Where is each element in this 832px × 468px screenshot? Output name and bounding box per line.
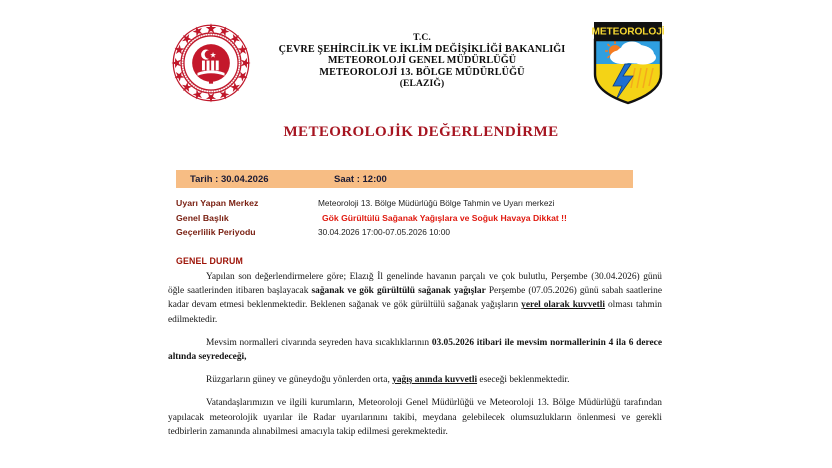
section-heading-general-situation: GENEL DURUM	[176, 256, 243, 266]
paragraph-temperature: Mevsim normalleri civarında seyreden hava sıcaklıklarının 03.05.2026 itibari ile mevsim normallerinin 4 ila 6 derece altında seyredeceği,	[168, 337, 662, 363]
table-row	[176, 213, 646, 228]
document-masthead	[168, 16, 674, 110]
info-label-general-headline: Genel Başlık	[176, 212, 229, 223]
info-value-issuing-center: Meteoroloji 13. Bölge Müdürlüğü Bölge Tahmin ve Uyarı merkezi	[318, 198, 555, 208]
date-time-bar	[176, 170, 633, 188]
masthead-line-4: METEOROLOJİ 13. BÖLGE MÜDÜRLÜĞÜ	[319, 67, 525, 79]
masthead-line-2: ÇEVRE ŞEHİRCİLİK VE İKLİM DEĞİŞİKLİĞİ BAKANLIĞI	[278, 43, 566, 55]
masthead-line-1: T.C.	[413, 33, 431, 43]
info-label-issuing-center: Uyarı Yapan Merkez	[176, 198, 259, 208]
masthead-line-3: METEOROLOJİ GENEL MÜDÜRLÜĞÜ	[327, 55, 517, 67]
status-badge: Gök Gürültülü Sağanak Yağışlara ve Soğuk Havaya Dikkat !!	[322, 212, 567, 223]
date-label: Tarih : 30.04.2026	[190, 173, 269, 185]
meteoroloji-wordmark: METEOROLOJİ	[591, 26, 665, 38]
paragraph-wind: Rüzgarların güney ve güneydoğu yönlerden orta, yağış anında kuvvetli eseceği beklenmektedir.	[206, 375, 570, 386]
masthead-line-5: (ELAZIĞ)	[399, 77, 445, 89]
paragraph-general-situation: Yapılan son değerlendirmelere göre; Elazığ İl genelinde havanın parçalı ve çok bulutlu, Perşembe (30.04.2026) günü öğle saatlerinden itibaren başlayacak sağanak ve gök gürültülü sağanak yağışlar Perşembe (07.05.2026) günü sabah saatlerine kadar devam etmesi beklenmektedir. Beklenen sağanak ve gök gürültülü sağanak yağışların yerel olarak kuvvetli olması tahmin edilmektedir.	[168, 272, 663, 325]
table-row	[176, 227, 646, 242]
page-title: METEOROLOJİK DEĞERLENDİRME	[283, 124, 559, 140]
time-label: Saat : 12:00	[334, 173, 387, 185]
document-body	[168, 270, 662, 439]
masthead-heading	[260, 33, 584, 90]
table-row	[176, 198, 646, 213]
info-label-validity-period: Geçerlilik Periyodu	[176, 227, 256, 237]
meteoroloji-shield-logo	[591, 18, 665, 106]
info-value-validity-period: 30.04.2026 17:00-07.05.2026 10:00	[318, 227, 450, 237]
turkish-ministry-emblem	[170, 22, 252, 104]
paragraph-advisory: Vatandaşlarımızın ve ilgili kurumların, Meteoroloji Genel Müdürlüğü ve Meteoroloji 13. Bölge Müdürlüğü tarafından yapılacak meteorolojik uyarılar ile Radar uyarılarınını takibi, meydana gelebilecek olumsuzlukların önlenmesi ve gerekli tedbirlerin zamanında alınabilmesi amacıyla takip edilmesi gerekmektedir.	[168, 398, 662, 437]
warning-info-table	[176, 198, 646, 242]
